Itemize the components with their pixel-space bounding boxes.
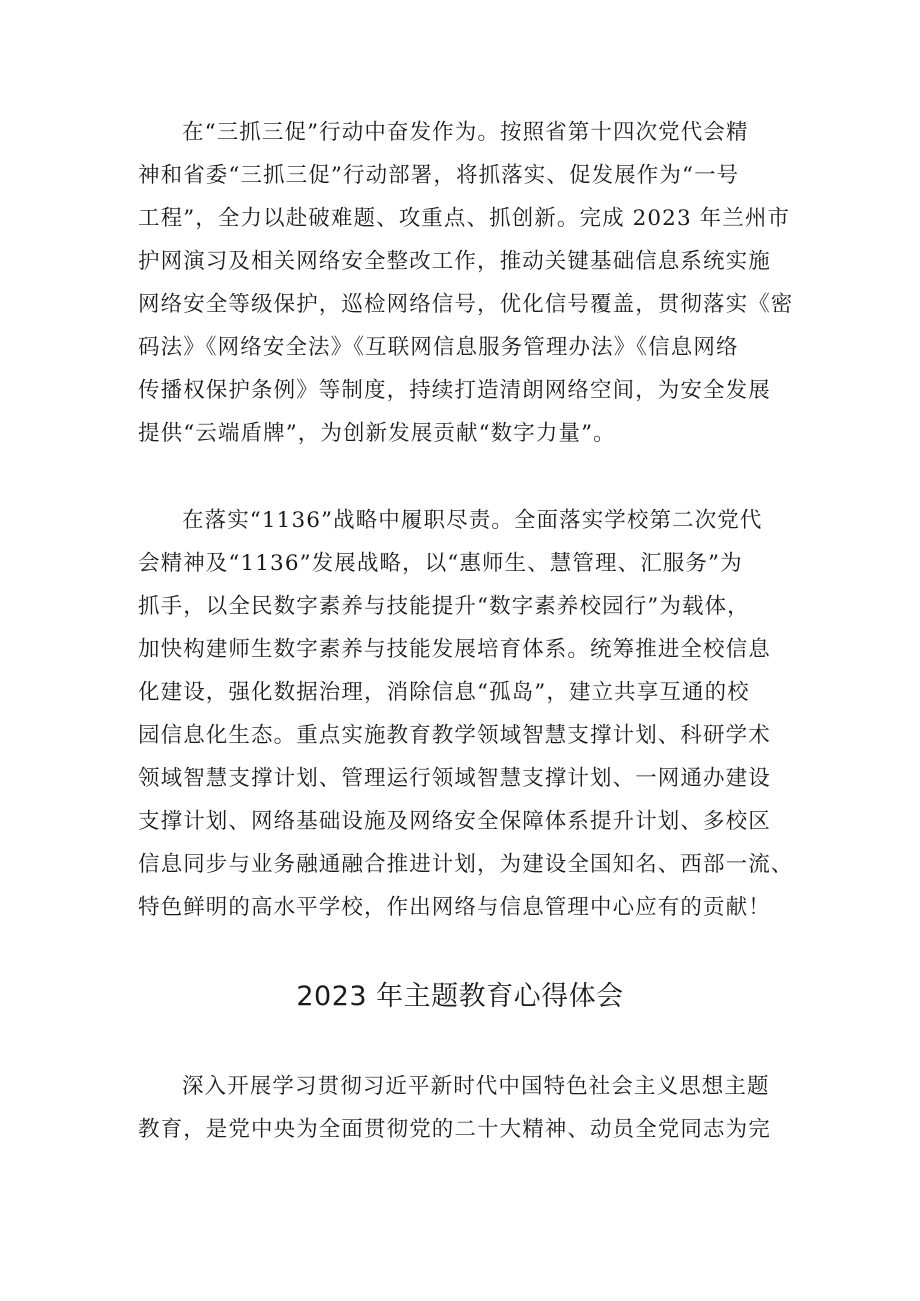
section-heading: 2023 年主题教育心得体会: [296, 981, 624, 1012]
text-line: 神和省委“三抓三促”行动部署，将抓落实、促发展作为“一号: [138, 163, 740, 188]
paragraph-theme-education: [138, 1065, 798, 1151]
text-line: 网络安全等级保护，巡检网络信号，优化信号覆盖，贯彻落实《密: [138, 292, 794, 317]
text-line: 在落实“1136”战略中履职尽责。全面落实学校第二次党代: [182, 508, 763, 533]
text-line: 深入开展学习贯彻习近平新时代中国特色社会主义思想主题: [182, 1074, 770, 1099]
text-line: 工程”，全力以赴破难题、攻重点、抓创新。完成 2023 年兰州市: [138, 206, 791, 231]
text-line: 教育，是党中央为全面贯彻党的二十大精神、动员全党同志为完: [138, 1117, 771, 1142]
text-line: 会精神及“1136”发展战略，以“惠师生、慧管理、汇服务”为: [138, 551, 743, 576]
paragraph-1136-strategy: [138, 499, 798, 929]
text-line: 在“三抓三促”行动中奋发作为。按照省第十四次党代会精: [182, 120, 749, 145]
text-line: 特色鲜明的高水平学校，作出网络与信息管理中心应有的贡献！: [138, 895, 771, 920]
text-line: 园信息化生态。重点实施教育教学领域智慧支撑计划、科研学术: [138, 723, 771, 748]
text-line: 抓手，以全民数字素养与技能提升“数字素养校园行”为载体，: [138, 594, 750, 619]
text-line: 护网演习及相关网络安全整改工作，推动关键基础信息系统实施: [138, 249, 771, 274]
paragraph-cyber-security: [138, 111, 798, 455]
text-line: 支撑计划、网络基础设施及网络安全保障体系提升计划、多校区: [138, 809, 771, 834]
text-line: 化建设，强化数据治理，消除信息“孤岛”，建立共享互通的校: [138, 680, 750, 705]
text-line: 传播权保护条例》等制度，持续打造清朗网络空间，为安全发展: [138, 378, 771, 403]
text-line: 码法》《网络安全法》《互联网信息服务管理办法》《信息网络: [138, 335, 739, 360]
text-line: 加快构建师生数字素养与技能发展培育体系。统筹推进全校信息: [138, 637, 771, 662]
text-line: 提供“云端盾牌”，为创新发展贡献“数字力量”。: [138, 421, 616, 446]
text-line: 领域智慧支撑计划、管理运行领域智慧支撑计划、一网通办建设: [138, 766, 771, 791]
text-line: 信息同步与业务融通融合推进计划，为建设全国知名、西部一流、: [138, 852, 794, 877]
